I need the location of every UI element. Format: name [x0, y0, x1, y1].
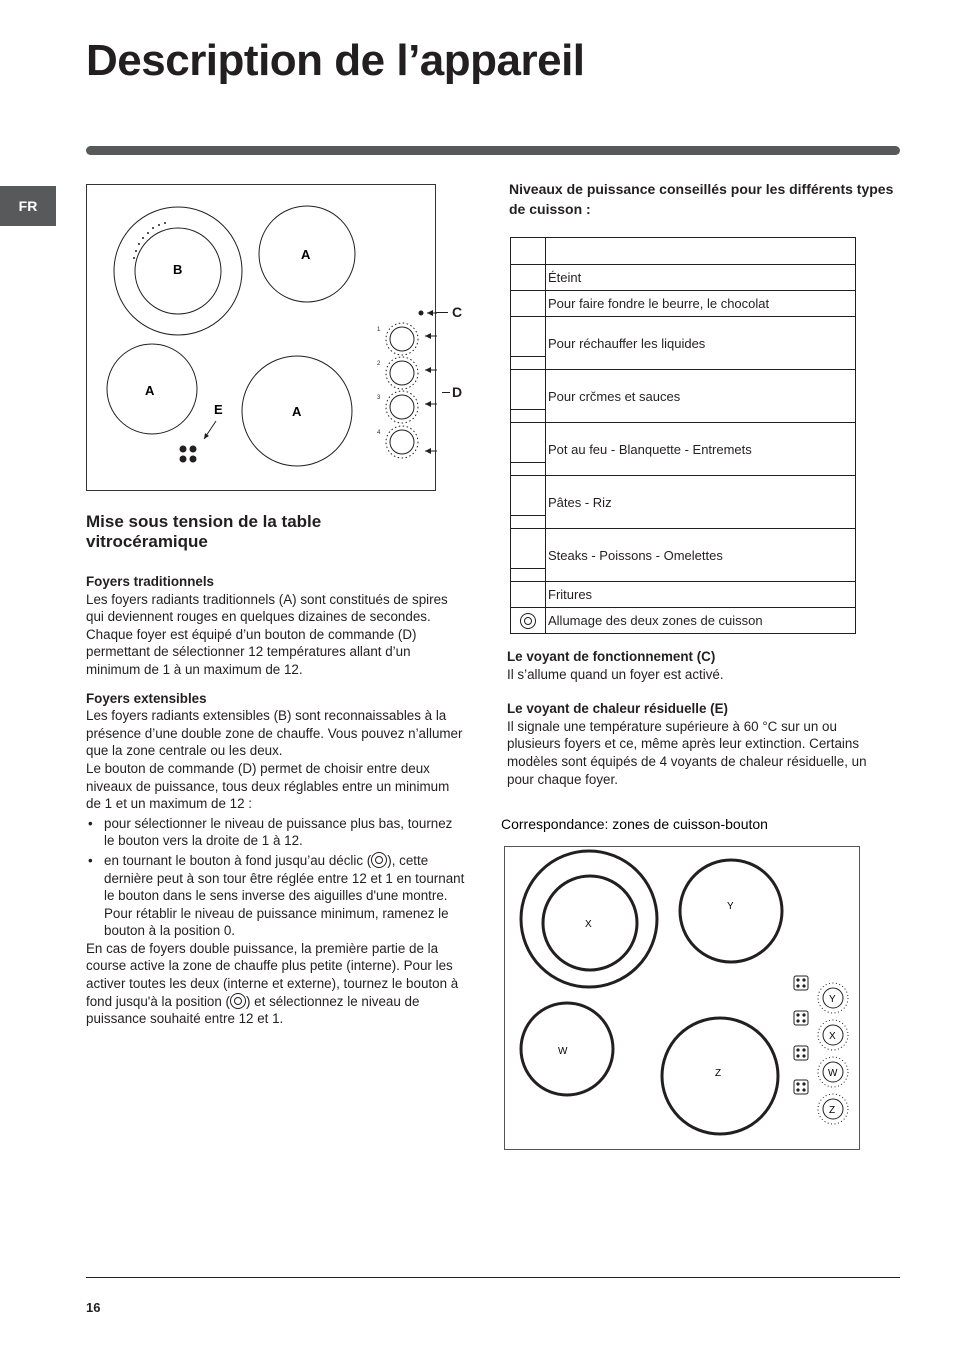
page-number: 16 [86, 1300, 101, 1315]
section-heading: Mise sous tension de la table vitrocéramique [86, 512, 322, 551]
ext-paragraph-3: En cas de foyers double puissance, la première partie de la course active la zone de chauffe plus petite (interne). Pour les activer toutes les deux (interne et externe), tournez le bouton à fond jusqu'à la position ( ) et sélectionnez le niveau de puissance souhaité entre 12 et 1. [86, 940, 459, 1027]
knob-x-label: X [829, 1031, 836, 1042]
svg-text:1: 1 [377, 327, 381, 333]
table-row: Pot au feu - Blanquette - Entremets [511, 423, 856, 476]
knob-w-label: W [828, 1068, 838, 1079]
power-bullets [86, 815, 466, 940]
indicator-e-text: Il signale une température supérieure à 60 °C sur un ou plusieurs foyers et ce, même après leur extinction. Certains modèles sont équipés de 4 voyants de chaleur résiduelle, un pour chaque foyer. [507, 718, 867, 787]
zone-y-label: Y [727, 901, 734, 912]
power-indicator [419, 311, 424, 316]
table-row: Pour réchauffer les liquides [511, 317, 856, 370]
svg-text:4: 4 [377, 430, 381, 436]
double-zone-icon [371, 852, 387, 868]
zone-w-label: W [558, 1046, 568, 1057]
correspondence-title: Correspondance: zones de cuisson-bouton [501, 816, 768, 832]
label-d: D [452, 384, 463, 400]
ext-paragraph-2: Le bouton de commande (D) permet de choisir entre deux niveaux de puissance, tous deux réglables entre un minimum de 1 et un maximum de 12 : [86, 760, 450, 812]
label-c-line [436, 312, 448, 313]
title-rule [86, 146, 900, 155]
svg-text:2: 2 [377, 361, 381, 367]
indicator-c-heading: Le voyant de fonctionnement (C) [507, 649, 716, 664]
residual-heat-indicator [180, 446, 197, 463]
bullet-item-1: • pour sélectionner le niveau de puissance plus bas, tournez le bouton vers la droite de 1 à 12. [86, 815, 466, 850]
label-a-left: A [145, 383, 155, 398]
double-zone-icon [230, 993, 246, 1009]
label-c: C [452, 304, 463, 320]
ext-paragraph-1: Les foyers radiants extensibles (B) sont reconnaissables à la présence d’une double zone de chauffe. Vous pouvez n’allumer que la zone centrale ou les deux. [86, 708, 463, 759]
indicator-blocks [794, 976, 808, 1094]
hob-diagram [86, 184, 436, 491]
knob-z-label: Z [829, 1105, 836, 1116]
knob-y-label: Y [829, 994, 836, 1005]
double-zone-icon [520, 613, 536, 629]
language-tab: FR [0, 186, 56, 226]
table-row: Steaks - Poissons - Omelettes [511, 529, 856, 582]
label-b: B [173, 262, 183, 277]
zone-knob-diagram [504, 846, 860, 1150]
ext-heading: Foyers extensibles [86, 690, 207, 706]
table-row: Allumage des deux zones de cuisson [511, 608, 856, 634]
label-d-line [442, 392, 450, 393]
table-row: Pâtes - Riz [511, 476, 856, 529]
zone-z-label: Z [715, 1068, 722, 1079]
table-heading: Niveaux de puissance conseillés pour les différents types de cuisson : [509, 181, 894, 217]
indicator-c-text: Il s’allume quand un foyer est activé. [507, 666, 724, 682]
trad-paragraph-2: Chaque foyer est équipé d’un bouton de commande (D) permettant de sélectionner 12 températures allant d’un minimum de 1 à un maximum de 12. [86, 626, 417, 677]
power-levels-table [510, 237, 856, 634]
page-title: Description de l’appareil [86, 36, 585, 85]
burner-b-scale [133, 222, 166, 259]
bullet-item-2: • en tournant le bouton à fond jusqu’au déclic ( ), cette dernière peut à son tour être réglée entre 12 et 1 en tournant le bouton dans le sens inverse des aiguilles d'une montre. Pour rétablir le niveau de puissance minimum, ramenez le bouton à la position 0. [86, 852, 466, 940]
table-row: Éteint [511, 265, 856, 291]
label-a-top: A [301, 247, 311, 262]
table-row: Pour faire fondre le beurre, le chocolat [511, 291, 856, 317]
control-knobs [390, 327, 414, 454]
trad-heading: Foyers traditionnels [86, 574, 214, 589]
trad-paragraph-1: Les foyers radiants traditionnels (A) sont constitués de spires qui deviennent rouges en quelques dizaines de secondes. [86, 591, 448, 625]
table-row: Pour crčmes et sauces [511, 370, 856, 423]
label-a-bottom: A [292, 404, 302, 419]
table-row: Fritures [511, 582, 856, 608]
label-e: E [214, 402, 223, 417]
zone-x-label: X [585, 919, 592, 930]
svg-text:3: 3 [377, 395, 381, 401]
table-row [511, 238, 856, 265]
right-column [507, 648, 877, 788]
indicator-e-heading: Le voyant de chaleur résiduelle (E) [507, 701, 729, 717]
footer-rule [86, 1277, 900, 1278]
left-column [86, 573, 466, 1028]
